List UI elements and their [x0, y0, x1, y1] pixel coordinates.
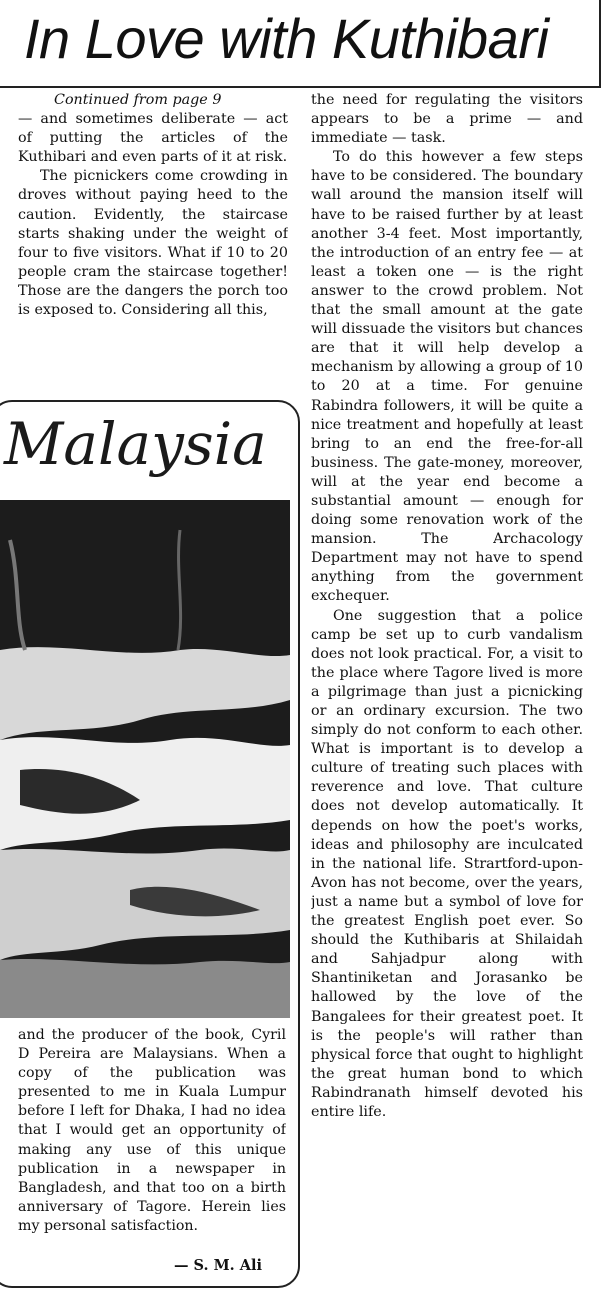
paragraph: To do this however a few steps have to be considered. The boundary wall around the mansion itself will have to be raised further by at least another 3-4 feet. Most importantly, the introduction of an entry fee — at least a token one — is the right answer to the crowd problem. Not that the small amount at the gate will dissuade the visitors but chances are that it will help develop a mechanism by allowing a group of 10 to 20 at a time. For genuine Rabindra followers, it will be quite a nice treatment and hopefully at least bring to an end the free-for-all business. The gate-money, moreover, will at the year end become a substantial amount — enough for doing some renovation work of the mansion. The Archacology Department may not have to spend anything from the government exchequer.	[311, 149, 583, 605]
landscape-photo	[0, 500, 290, 1018]
continued-note: Continued from page 9	[54, 92, 222, 108]
byline: — S. M. Ali	[174, 1257, 263, 1274]
paragraph: — and sometimes deliberate — act of putting the articles of the Kuthibari and even parts of it at risk.	[18, 111, 288, 166]
paragraph: The picnickers come crowding in droves without paying heed to the caution. Evidently, the staircase starts shaking under the weight of four to five visitors. What if 10 to 20 people cram the staircase together! Those are the dangers the porch too is exposed to. Considering all this,	[18, 168, 288, 319]
paragraph: One suggestion that a police camp be set up to curb vandalism does not look practical. For, a visit to the place where Tagore lived is more a pilgrimage than just a picnicking or an ordinary excursion. The two simply do not conform to each other. What is important is to develop a culture of treating such places with reverence and love. That culture does not develop automatically. It depends on how the poet's works, ideas and philosophy are inculcated in the national life. Strartford-upon-Avon has not become, over the years, just a name but a symbol of love for the greatest English poet ever. So should the Kuthibaris at Shilaidah and Sahjadpur along with Shantiniketan and Jorasanko be hallowed by the love of the Bangalees for their greatest poet. It is the people's will rather than physical force that ought to highlight the great human bond to which Rabindranath himself devoted his entire life.	[311, 607, 583, 1120]
left-column-top	[18, 91, 288, 377]
box-title: Malaysia	[4, 410, 267, 478]
paragraph: the need for regulating the visitors appears to be a prime — and immediate — task.	[311, 92, 583, 147]
paragraph: and the producer of the book, Cyril D Pereira are Malaysians. When a copy of the publication was presented to me in Kuala Lumpur before I left for Dhaka, I had no idea that I would get an opportunity of making any use of this unique publication in a newspaper in Bangladesh, and that too on a birth anniversary of Tagore. Herein lies my personal satisfaction.	[18, 1027, 286, 1234]
headline-banner	[0, 0, 601, 88]
right-column	[311, 91, 583, 1289]
left-column-bottom	[18, 1026, 286, 1251]
headline: In Love with Kuthibari	[24, 7, 549, 70]
photo-image	[0, 500, 290, 1018]
